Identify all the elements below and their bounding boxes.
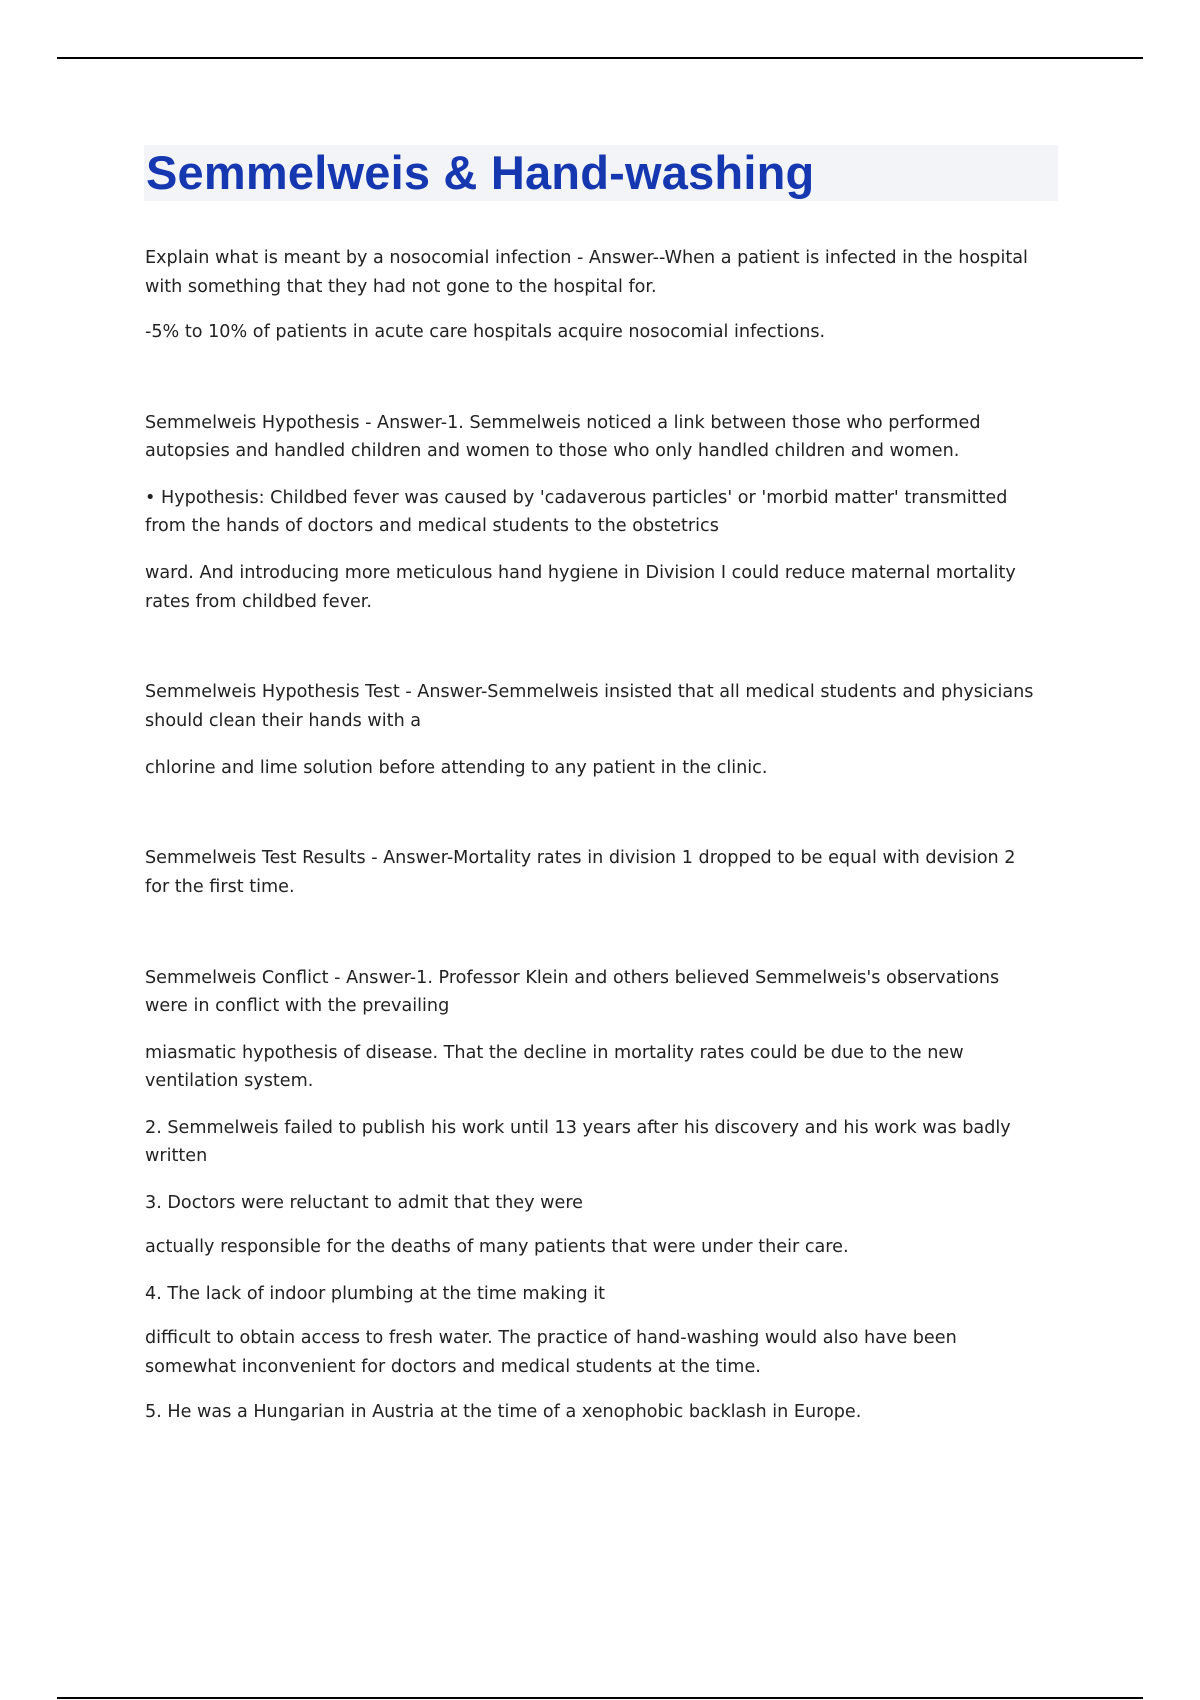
text-line: 4. The lack of indoor plumbing at the time making it — [145, 1284, 606, 1304]
text-line: autopsies and handled children and women to those who only handled children and women. — [145, 441, 960, 461]
text-line: Semmelweis Hypothesis Test - Answer-Semmelweis insisted that all medical students and physicians — [145, 682, 1034, 702]
text-line: for the first time. — [145, 877, 295, 897]
text-line: should clean their hands with a — [145, 711, 422, 731]
text-line: Semmelweis Hypothesis - Answer-1. Semmelweis noticed a link between those who performed — [145, 413, 981, 433]
text-line: difficult to obtain access to fresh water. The practice of hand-washing would also have been — [145, 1328, 957, 1348]
text-line: 2. Semmelweis failed to publish his work until 13 years after his discovery and his work was badly — [145, 1118, 1011, 1138]
text-line: Semmelweis Conflict - Answer-1. Professor Klein and others believed Semmelweis's observations — [145, 968, 1000, 988]
text-line: Explain what is meant by a nosocomial infection - Answer--When a patient is infected in the hospital — [145, 248, 1028, 268]
text-line: 5. He was a Hungarian in Austria at the time of a xenophobic backlash in Europe. — [145, 1402, 862, 1422]
text-line: rates from childbed fever. — [145, 592, 373, 612]
text-line: from the hands of doctors and medical students to the obstetrics — [145, 516, 719, 536]
text-line: 3. Doctors were reluctant to admit that they were — [145, 1193, 584, 1213]
document-title: Semmelweis & Hand-washing — [146, 146, 815, 199]
bottom-rule — [57, 1697, 1143, 1699]
text-line: • Hypothesis: Childbed fever was caused by 'cadaverous particles' or 'morbid matter' transmitted — [145, 488, 1008, 508]
text-line: with something that they had not gone to the hospital for. — [145, 277, 657, 297]
top-rule — [57, 57, 1143, 59]
text-line: were in conflict with the prevailing — [145, 996, 450, 1016]
text-line: Semmelweis Test Results - Answer-Mortality rates in division 1 dropped to be equal with devision 2 — [145, 848, 1016, 868]
text-line: ventilation system. — [145, 1071, 314, 1091]
text-line: written — [145, 1146, 208, 1166]
text-line: ward. And introducing more meticulous hand hygiene in Division I could reduce maternal mortality — [145, 563, 1016, 583]
text-line: actually responsible for the deaths of many patients that were under their care. — [145, 1237, 849, 1257]
text-line: chlorine and lime solution before attending to any patient in the clinic. — [145, 758, 768, 778]
text-line: somewhat inconvenient for doctors and medical students at the time. — [145, 1357, 761, 1377]
text-line: miasmatic hypothesis of disease. That the decline in mortality rates could be due to the new — [145, 1043, 964, 1063]
text-line: -5% to 10% of patients in acute care hospitals acquire nosocomial infections. — [145, 322, 826, 342]
